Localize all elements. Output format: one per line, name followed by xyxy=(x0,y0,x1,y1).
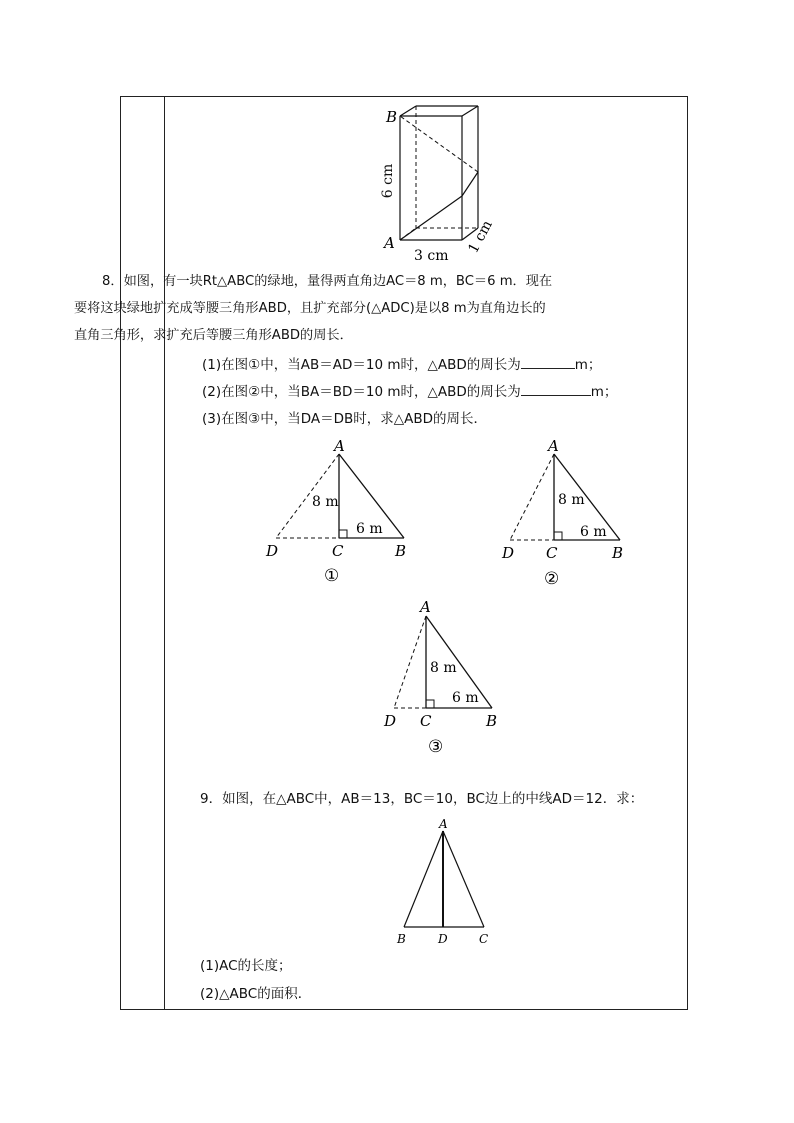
fig3-bc-length: 6 m xyxy=(452,690,479,706)
q8-figure-2 xyxy=(496,436,636,592)
q9-figure xyxy=(392,815,496,947)
fig2-label-c: C xyxy=(546,544,558,562)
fig1-label-b: B xyxy=(395,542,407,560)
q8-part1-unit: m； xyxy=(574,357,602,373)
q8-figure-1 xyxy=(262,436,422,586)
fig3-ac-length: 8 m xyxy=(430,660,457,676)
cuboid-label-b: B xyxy=(386,108,398,126)
cuboid-depth-label: 1 cm xyxy=(465,217,496,256)
fig2-label-d: D xyxy=(502,544,515,562)
q9-label-a: A xyxy=(439,817,448,831)
fig2-bc-length: 6 m xyxy=(580,524,607,540)
fig3-label-c: C xyxy=(420,712,432,730)
q9-part2: (2)△ABC的面积． xyxy=(200,986,312,1002)
q8-intro-line1: 8．如图，有一块Rt△ABC的绿地，量得两直角边AC＝8 m，BC＝6 m．现在 xyxy=(102,274,553,289)
q9-label-c: C xyxy=(479,932,489,946)
fig1-label-c: C xyxy=(332,542,344,560)
cuboid-figure xyxy=(380,104,500,266)
q9-part1: (1)AC的长度； xyxy=(200,958,292,974)
q8-part2-blank[interactable] xyxy=(521,383,591,396)
q8-part1 xyxy=(202,356,601,374)
fig1-label-a: A xyxy=(334,437,345,455)
cuboid-height-label: 6 cm xyxy=(380,163,397,199)
q8-part2 xyxy=(202,383,617,401)
q8-part2-text: (2)在图②中，当BA＝BD＝10 m时，△ABD的周长为 xyxy=(202,384,521,400)
fig1-label-d: D xyxy=(266,542,279,560)
fig2-label-a: A xyxy=(548,437,559,455)
fig2-ac-length: 8 m xyxy=(558,492,585,508)
q9-label-b: B xyxy=(397,932,406,946)
fig1-bc-length: 6 m xyxy=(356,521,383,537)
q8-part2-unit: m； xyxy=(590,384,618,400)
fig3-label-b: B xyxy=(486,712,498,730)
fig3-label-a: A xyxy=(420,598,431,616)
fig2-label-b: B xyxy=(612,544,624,562)
q9-label-d: D xyxy=(438,932,448,946)
cuboid-width-label: 3 cm xyxy=(414,248,449,264)
q8-intro-line3: 直角三角形，求扩充后等腰三角形ABD的周长． xyxy=(74,328,353,343)
cuboid-label-a: A xyxy=(384,234,395,252)
q8-part3: (3)在图③中，当DA＝DB时，求△ABD的周长． xyxy=(202,411,488,427)
fig1-caption: ① xyxy=(324,566,340,586)
fig2-caption: ② xyxy=(544,569,560,589)
q8-part1-blank[interactable] xyxy=(521,356,575,369)
fig3-caption: ③ xyxy=(428,737,444,756)
fig1-ac-length: 8 m xyxy=(312,494,339,510)
q9-intro: 9．如图，在△ABC中，AB＝13，BC＝10，BC边上的中线AD＝12．求： xyxy=(200,791,644,807)
q8-intro-line2: 要将这块绿地扩充成等腰三角形ABD，且扩充部分(△ADC)是以8 m为直角边长的 xyxy=(74,301,546,316)
q8-intro xyxy=(74,268,682,349)
q8-part1-text: (1)在图①中，当AB＝AD＝10 m时，△ABD的周长为 xyxy=(202,357,521,373)
q8-figure-3 xyxy=(380,596,520,756)
left-column xyxy=(121,97,165,1009)
fig3-label-d: D xyxy=(384,712,397,730)
